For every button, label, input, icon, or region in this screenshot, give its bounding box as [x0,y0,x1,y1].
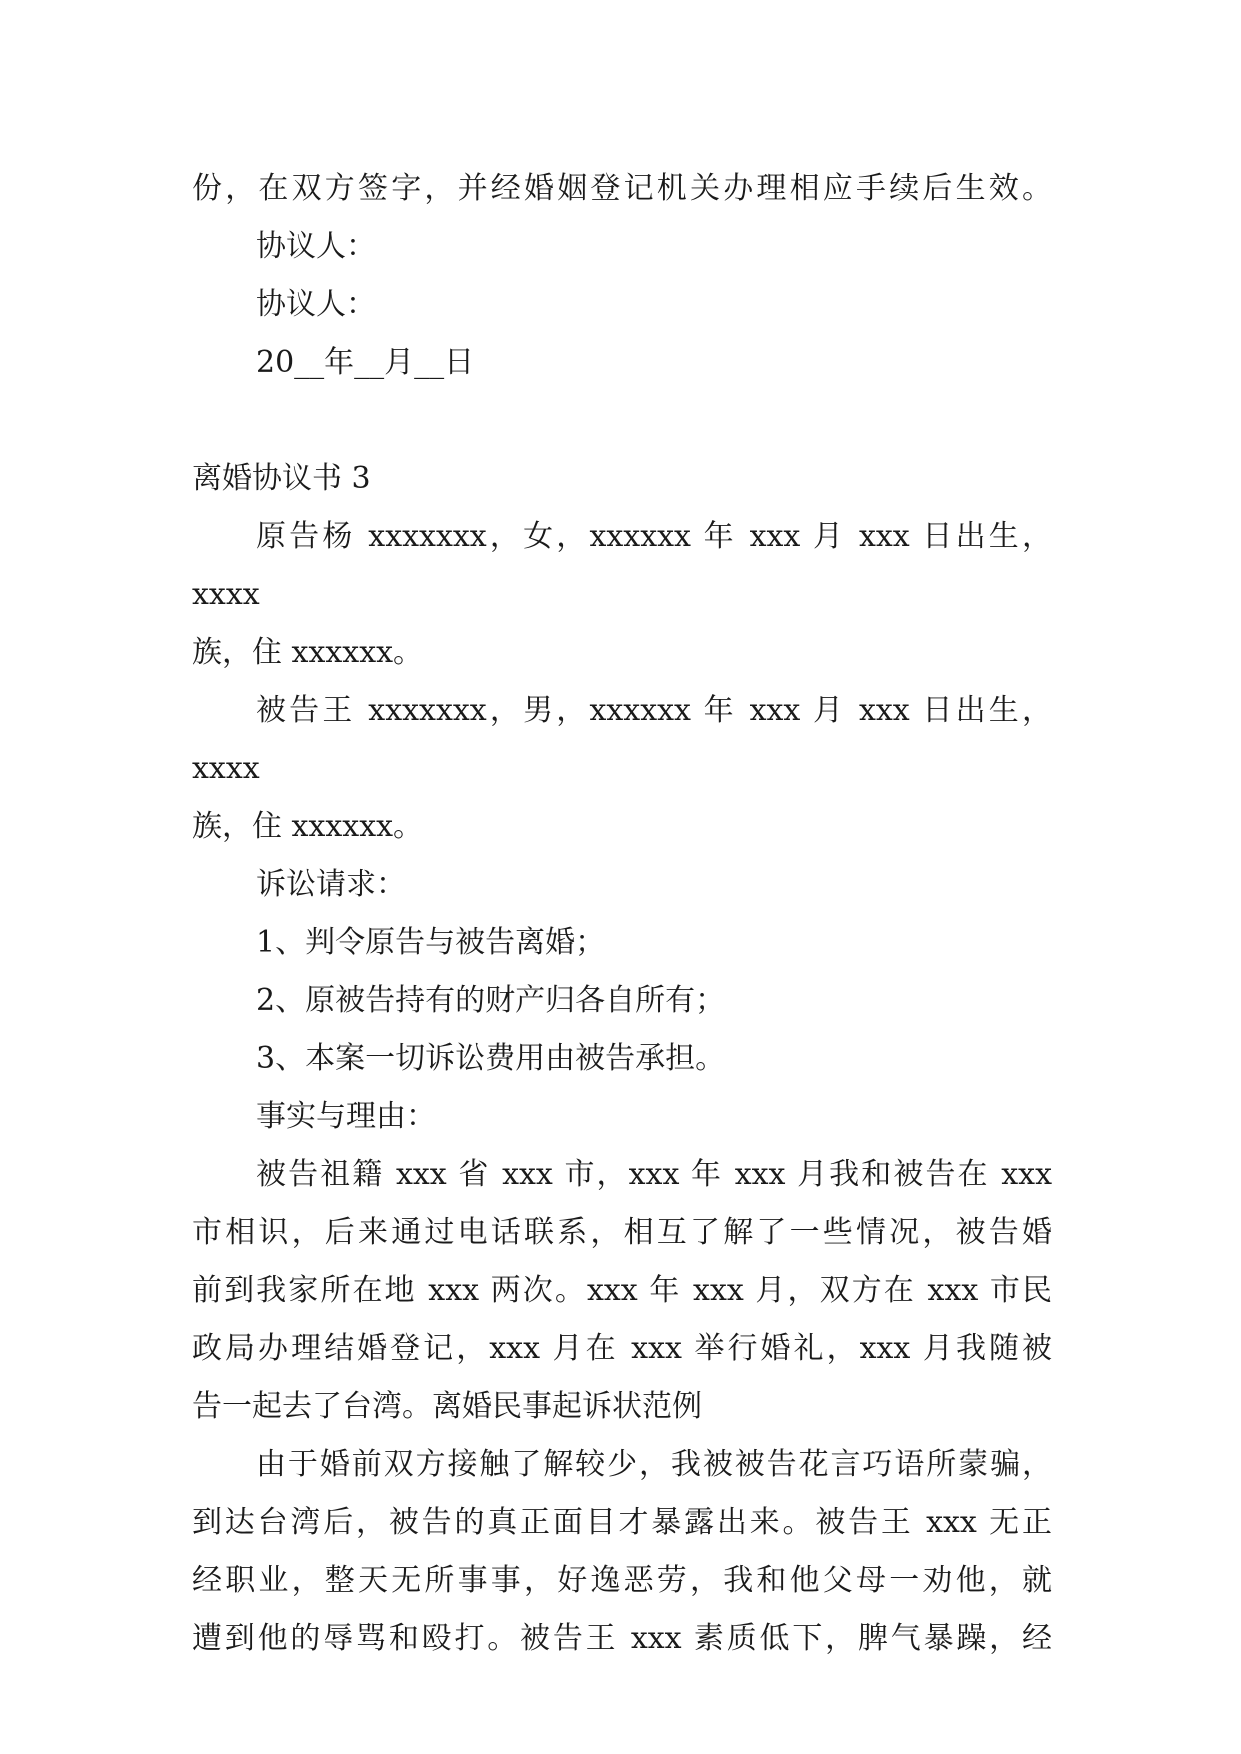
text-line: 到达台湾后，被告的真正面目才暴露出来。被告王 xxx 无正 [192,1505,1052,1540]
text-line: 被告祖籍 xxx 省 xxx 市，xxx 年 xxx 月我和被告在 xxx [256,1157,1052,1192]
text-line: 遭到他的辱骂和殴打。被告王 xxx 素质低下，脾气暴躁，经 [192,1621,1052,1656]
defendant-line-cont: 族，住 xxxxxx。 [192,809,424,844]
facts-heading: 事实与理由： [256,1099,436,1134]
text-line: 份，在双方签字，并经婚姻登记机关办理相应手续后生效。 [192,171,1052,206]
plaintiff-line-cont: 族，住 xxxxxx。 [192,635,424,670]
section-heading: 离婚协议书 3 [192,461,371,496]
signatory-line-1: 协议人： [256,229,376,264]
claim-item-1: 1、判令原告与被告离婚； [256,925,606,960]
signatory-line-2: 协议人： [256,287,376,322]
blank-line [192,392,1052,450]
claim-item-2: 2、原被告持有的财产归各自所有； [256,983,726,1018]
text-line: 由于婚前双方接触了解较少，我被被告花言巧语所蒙骗， [256,1447,1052,1482]
text-line: 经职业，整天无所事事，好逸恶劳，我和他父母一劝他，就 [192,1563,1052,1598]
claim-item-3: 3、本案一切诉讼费用由被告承担。 [256,1041,726,1076]
date-line: 20__年__月__日 [256,345,475,380]
defendant-line: 被告王 xxxxxxx，男，xxxxxx 年 xxx 月 xxx 日出生，xxxx [192,693,1052,786]
document-page [192,160,1052,1668]
plaintiff-line: 原告杨 xxxxxxx，女，xxxxxx 年 xxx 月 xxx 日出生，xxxx [192,519,1052,612]
claims-heading: 诉讼请求： [256,867,406,902]
text-line: 告一起去了台湾。离婚民事起诉状范例 [192,1389,702,1424]
text-line: 前到我家所在地 xxx 两次。xxx 年 xxx 月，双方在 xxx 市民 [192,1273,1052,1308]
text-line: 市相识，后来通过电话联系，相互了解了一些情况，被告婚 [192,1215,1052,1250]
text-line: 政局办理结婚登记，xxx 月在 xxx 举行婚礼，xxx 月我随被 [192,1331,1052,1366]
